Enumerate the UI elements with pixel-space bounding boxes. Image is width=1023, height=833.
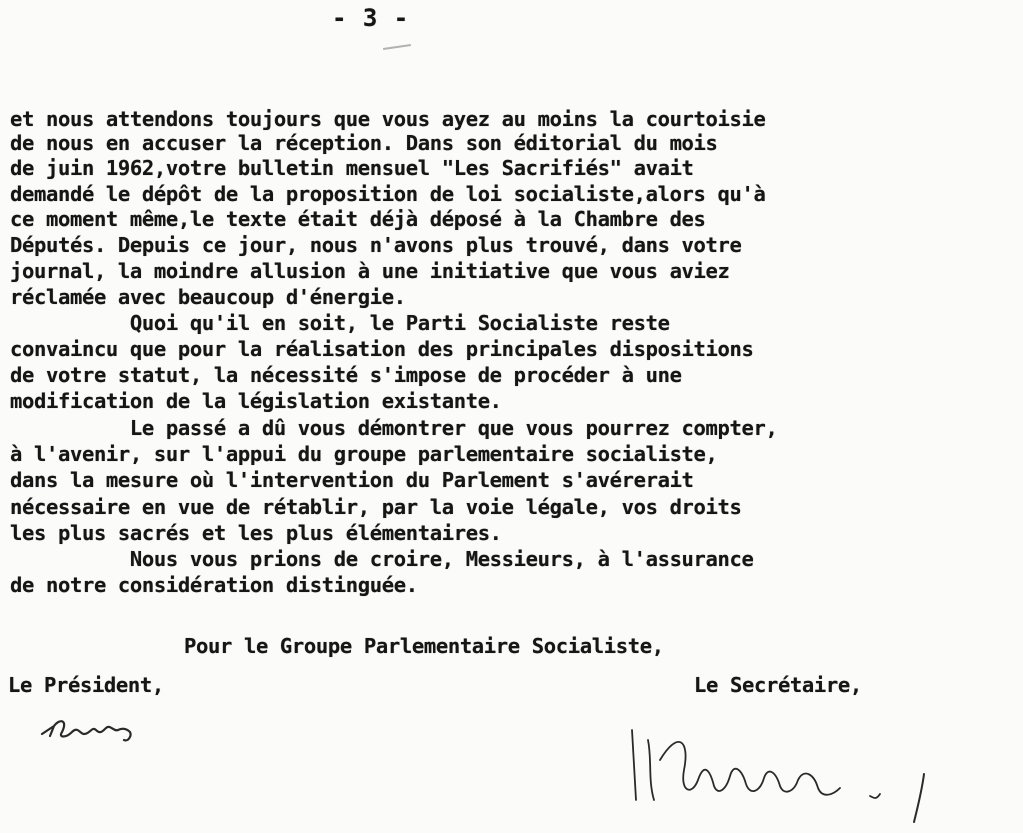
stray-pencil-mark: [383, 44, 411, 50]
body-line: les plus sacrés et les plus élémentaires.: [10, 521, 502, 545]
secretary-signature: [618, 700, 948, 830]
president-signature-drawing: [36, 706, 156, 756]
body-line: dans la mesure où l'intervention du Parlement s'avérerait: [10, 468, 694, 492]
body-line: Nous vous prions de croire, Messieurs, à l'assurance: [10, 547, 754, 571]
body-line: à l'avenir, sur l'appui du groupe parlementaire socialiste,: [10, 442, 718, 466]
body-line: et nous attendons toujours que vous ayez au moins la courtoisie: [10, 107, 766, 131]
body-line: réclamée avec beaucoup d'énergie.: [10, 285, 406, 309]
body-line: de votre statut, la nécessité s'impose de procéder à une: [10, 363, 682, 387]
page-number: - 3 -: [332, 4, 410, 32]
body-line: nécessaire en vue de rétablir, par la voie légale, vos droits: [10, 495, 742, 519]
body-line: journal, la moindre allusion à une initiative que vous aviez: [10, 259, 730, 283]
body-line: de juin 1962,votre bulletin mensuel "Les Sacrifiés" avait: [10, 156, 694, 180]
body-line: de nous en accuser la réception. Dans son éditorial du mois: [10, 131, 718, 155]
body-line: ce moment même,le texte était déjà déposé à la Chambre des: [10, 207, 706, 231]
body-line: convaincu que pour la réalisation des principales dispositions: [10, 337, 754, 361]
president-label: Le Président,: [8, 673, 164, 697]
body-line: Quoi qu'il en soit, le Parti Socialiste reste: [10, 311, 670, 335]
body-line: de notre considération distinguée.: [10, 573, 418, 597]
body-line: Députés. Depuis ce jour, nous n'avons plus trouvé, dans votre: [10, 233, 742, 257]
secretary-label: Le Secrétaire,: [694, 673, 862, 697]
secretary-signature-drawing: [618, 700, 948, 830]
closing-line: Pour le Groupe Parlementaire Socialiste,: [184, 634, 664, 658]
body-line: modification de la législation existante.: [10, 389, 502, 413]
president-signature: [36, 706, 156, 756]
body-line: demandé le dépôt de la proposition de loi socialiste,alors qu'à: [10, 182, 766, 206]
body-line: Le passé a dû vous démontrer que vous pourrez compter,: [10, 416, 778, 440]
